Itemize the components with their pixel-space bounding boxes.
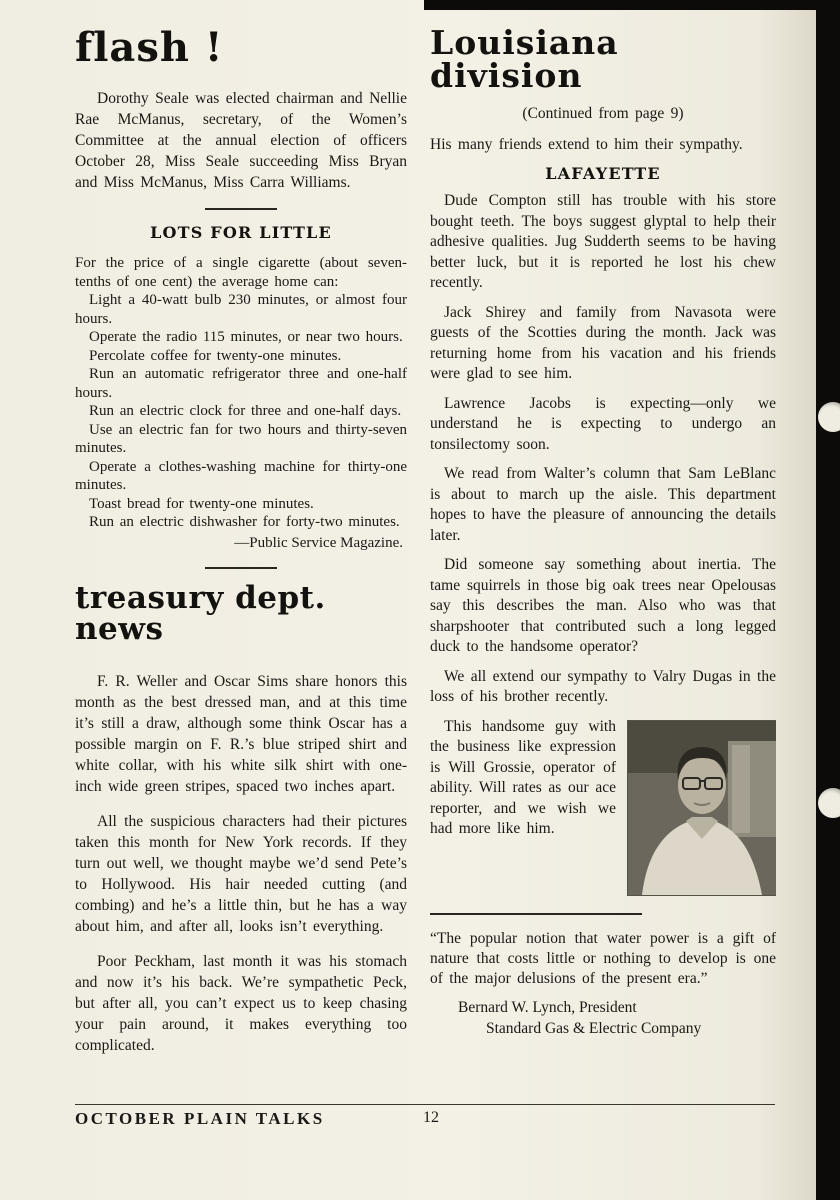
- list-item: Run an electric clock for three and one-half days.: [89, 403, 402, 419]
- treasury-title: treasury dept. news: [75, 579, 326, 647]
- list-item: Operate a clothes-washing machine for thirty-one minutes.: [75, 458, 407, 493]
- list-item: Operate the radio 115 minutes, or near two hours.: [89, 329, 403, 345]
- lafayette-paragraph: Lawrence Jacobs is expecting—only we understand he is expecting to undergo an tonsilectomy soon.: [430, 394, 776, 453]
- list-item: Light a 40-watt bulb 230 minutes, or almost four hours.: [75, 292, 407, 327]
- page-number: 12: [423, 1109, 439, 1126]
- treasury-paragraph: F. R. Weller and Oscar Sims share honors this month as the best dressed man, and at this time it’s still a draw, although some think Oscar has a possible margin on F. R.’s blue striped shirt and white collar, with his white silk shirt with one-inch wide green stripes, spaced two inches apart.: [75, 672, 407, 795]
- left-column: [75, 24, 407, 1056]
- louisiana-division-title: Louisiana division: [430, 23, 619, 95]
- footer-title: OCTOBER PLAIN TALKS: [75, 1109, 325, 1128]
- quote-text: “The popular notion that water power is a gift of nature that costs little or nothing to develop is one of the major delusions of the present era.”: [430, 929, 776, 987]
- quote-author: Bernard W. Lynch, President: [458, 998, 637, 1016]
- hole-punch-top: [818, 402, 840, 432]
- lafayette-paragraph: Jack Shirey and family from Navasota were guests of the Scotties during the month. Jack was returning home from his vacation and his friends were glad to see him.: [430, 303, 776, 382]
- list-item: Run an electric dishwasher for forty-two minutes.: [89, 514, 400, 530]
- list-item: Use an electric fan for two hours and thirty-seven minutes.: [75, 421, 407, 456]
- quote-divider: [430, 913, 642, 915]
- quote-company: Standard Gas & Electric Company: [486, 1019, 702, 1037]
- lafayette-paragraph: We all extend our sympathy to Valry Dugas in the loss of his brother recently.: [430, 667, 776, 705]
- lafayette-title: LAFAYETTE: [545, 164, 661, 183]
- sympathy-intro: His many friends extend to him their sympathy.: [430, 135, 743, 153]
- lafayette-paragraph: We read from Walter’s column that Sam LeBlanc is about to march up the aisle. This department hopes to have the pleasure of announcing the details later.: [430, 465, 776, 544]
- scan-edge-top: [424, 0, 840, 10]
- will-grossie-photo: [628, 721, 776, 895]
- list-item: Run an automatic refrigerator three and one-half hours.: [75, 366, 407, 401]
- page-footer: [75, 1104, 775, 1129]
- treasury-paragraph: Poor Peckham, last month it was his stomach and now it’s his back. We’re sympathetic Peck, but after all, you can’t expect us to keep chasing your pain around, it makes everything too complicated.: [75, 952, 407, 1054]
- treasury-paragraph: All the suspicious characters had their pictures taken this month for New York records. If they turn out well, we thought maybe we’d send Pete’s to Hollywood. His hair needed cutting (and combing) and he’s a little thin, but he has a way about him, and after all, looks isn’t everything.: [75, 812, 407, 935]
- lafayette-paragraph: Did someone say something about inertia. The tame squirrels in those big oak trees near Opelousas say this describes the man. Also who was that sharpshooter that contributed such a long legged duck to the handsome operator?: [430, 556, 776, 655]
- flash-body: Dorothy Seale was elected chairman and Nellie Rae McManus, secretary, of the Women’s Committee at the annual election of officers October 28, Miss Seale succeeding Miss Bryan and Miss McManus, Miss Carra Williams.: [75, 90, 407, 191]
- flash-title: flash !: [75, 24, 224, 71]
- continued-note: (Continued from page 9): [522, 105, 684, 122]
- list-item: Toast bread for twenty-one minutes.: [89, 495, 314, 512]
- right-column: [430, 23, 776, 1039]
- hole-punch-bottom: [818, 788, 840, 818]
- lots-for-little-title: LOTS FOR LITTLE: [150, 223, 332, 242]
- list-item: Percolate coffee for twenty-one minutes.: [89, 347, 342, 364]
- lafayette-paragraph: Dude Compton still has trouble with his store bought teeth. The boys suggest glyptal to help their adhesive qualities. Jug Sudderth seems to be having better luck, but it is reported he lost his chew recently.: [430, 192, 776, 291]
- attribution: —Public Service Magazine.: [234, 534, 403, 551]
- will-grossie-section: [430, 717, 776, 897]
- portrait-illustration: [628, 721, 776, 895]
- will-grossie-text: This handsome guy with the business like expression is Will Grossie, operator of ability. Will rates as our ace reporter, and we wish we had more like him.: [430, 717, 616, 837]
- section-divider: [205, 208, 277, 210]
- lots-intro: For the price of a single cigarette (about seven-tenths of one cent) the average home can:: [75, 255, 407, 290]
- scan-edge-right: [816, 0, 840, 1200]
- section-divider: [205, 567, 277, 569]
